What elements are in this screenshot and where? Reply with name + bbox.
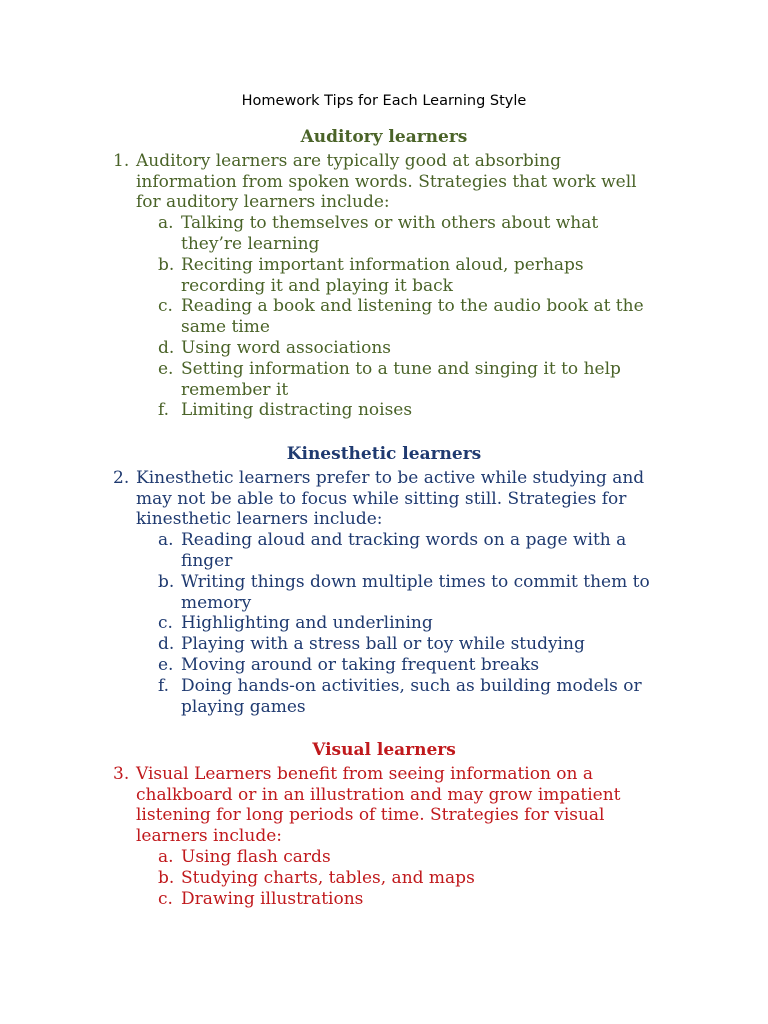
- section-heading-auditory: Auditory learners: [300, 127, 468, 147]
- list-item: [0, 634, 768, 655]
- list-marker: c.: [158, 613, 173, 634]
- list-marker: a.: [158, 213, 174, 234]
- list-item: [0, 359, 768, 401]
- list-item: [0, 676, 768, 718]
- text-line: recording it and playing it back: [181, 275, 453, 296]
- list-number: 2.: [113, 467, 130, 488]
- list-marker: b.: [158, 254, 175, 275]
- text-line: Drawing illustrations: [181, 888, 364, 909]
- numbered-item-3: [0, 764, 768, 847]
- list-item: [0, 847, 768, 868]
- text-line: Setting information to a tune and singing it to help: [181, 358, 621, 379]
- list-item: [0, 868, 768, 889]
- list-item: [0, 613, 768, 634]
- section-visual: [0, 740, 768, 909]
- text-line: chalkboard or in an illustration and may grow impatient: [136, 784, 621, 805]
- list-marker: d.: [158, 337, 175, 358]
- list-marker: b.: [158, 867, 175, 888]
- numbered-item-1: [0, 151, 768, 213]
- section-kinesthetic: [0, 444, 768, 717]
- text-line: Playing with a stress ball or toy while studying: [181, 634, 585, 655]
- list-marker: a.: [158, 530, 174, 551]
- text-line: kinesthetic learners include:: [136, 509, 383, 530]
- text-line: remember it: [181, 379, 289, 400]
- list-number: 3.: [113, 763, 130, 784]
- text-line: information from spoken words. Strategies that work well: [136, 171, 637, 192]
- list-item: [0, 889, 768, 910]
- text-line: Reading a book and listening to the audio book at the: [181, 296, 644, 317]
- list-marker: c.: [158, 888, 173, 909]
- list-marker: e.: [158, 358, 174, 379]
- list-item: [0, 572, 768, 614]
- list-item: [0, 213, 768, 255]
- list-marker: c.: [158, 296, 173, 317]
- numbered-item-2: [0, 468, 768, 530]
- list-marker: b.: [158, 571, 175, 592]
- section-auditory: [0, 127, 768, 421]
- text-line: Moving around or taking frequent breaks: [181, 654, 540, 675]
- text-line: same time: [181, 317, 270, 338]
- text-line: they’re learning: [181, 233, 320, 254]
- list-marker: f.: [158, 675, 170, 696]
- text-line: Highlighting and underlining: [181, 613, 433, 634]
- text-line: Reciting important information aloud, perhaps: [181, 254, 584, 275]
- text-line: Writing things down multiple times to commit them to: [181, 571, 650, 592]
- list-item: [0, 296, 768, 338]
- list-number: 1.: [113, 150, 130, 171]
- text-line: may not be able to focus while sitting still. Strategies for: [136, 488, 627, 509]
- text-line: Talking to themselves or with others about what: [181, 213, 599, 234]
- text-line: for auditory learners include:: [136, 192, 390, 213]
- text-line: Limiting distracting noises: [181, 400, 413, 421]
- text-line: finger: [181, 550, 233, 571]
- text-line: listening for long periods of time. Strategies for visual: [136, 805, 605, 826]
- list-marker: a.: [158, 846, 174, 867]
- section-heading-visual: Visual learners: [312, 740, 456, 760]
- list-item: [0, 530, 768, 572]
- text-line: Studying charts, tables, and maps: [181, 867, 475, 888]
- list-marker: d.: [158, 634, 175, 655]
- text-line: Kinesthetic learners prefer to be active while studying and: [136, 467, 645, 488]
- text-line: memory: [181, 592, 252, 613]
- list-marker: e.: [158, 654, 174, 675]
- text-line: Using flash cards: [181, 846, 331, 867]
- text-line: Doing hands-on activities, such as building models or: [181, 675, 642, 696]
- text-line: learners include:: [136, 826, 282, 847]
- text-line: Using word associations: [181, 337, 392, 358]
- list-item: [0, 655, 768, 676]
- document-title: Homework Tips for Each Learning Style: [241, 93, 527, 109]
- list-item: [0, 338, 768, 359]
- text-line: Auditory learners are typically good at absorbing: [136, 150, 562, 171]
- list-item: [0, 400, 768, 421]
- list-item: [0, 255, 768, 297]
- text-line: playing games: [181, 696, 306, 717]
- section-heading-kinesthetic: Kinesthetic learners: [286, 444, 482, 464]
- text-line: Visual Learners benefit from seeing information on a: [136, 763, 594, 784]
- list-marker: f.: [158, 400, 170, 421]
- text-line: Reading aloud and tracking words on a page with a: [181, 530, 627, 551]
